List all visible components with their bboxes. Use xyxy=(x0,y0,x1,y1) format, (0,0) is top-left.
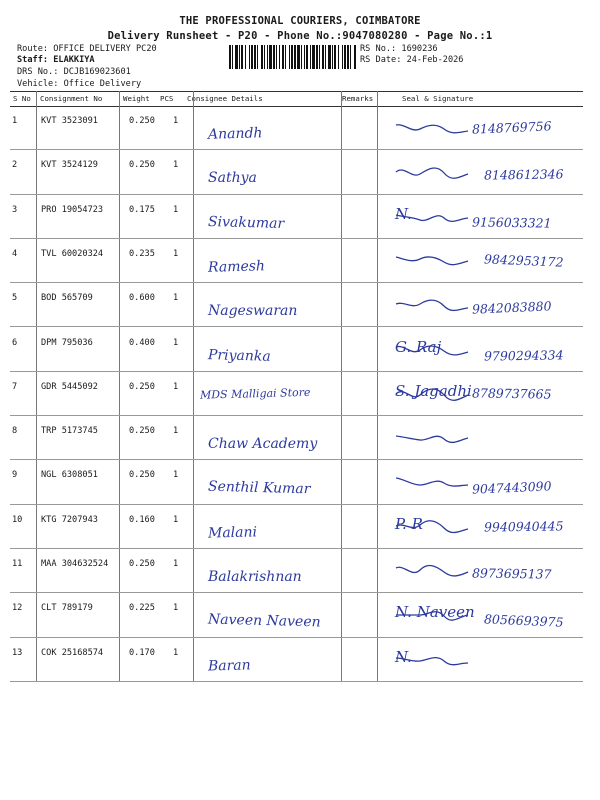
weight-value: 0.170 xyxy=(129,647,155,658)
weight-value: 0.250 xyxy=(129,470,155,481)
consignee-name: Sivakumar xyxy=(207,213,285,232)
barcode-bar xyxy=(291,45,293,69)
serial-number: 2 xyxy=(12,160,18,171)
serial-number: 10 xyxy=(12,514,23,525)
pcs-value: 1 xyxy=(173,248,179,259)
barcode-bar xyxy=(325,45,326,69)
barcode-bar xyxy=(279,45,280,69)
pcs-value: 1 xyxy=(173,337,179,348)
serial-number: 9 xyxy=(12,470,18,481)
signature-text: N. xyxy=(395,647,412,666)
consignee-name: MDS Malligai Store xyxy=(199,385,311,402)
barcode-bar xyxy=(319,45,320,69)
barcode xyxy=(229,45,357,69)
consignment-number: DPM 795036 xyxy=(41,337,93,348)
barcode-bar xyxy=(229,45,231,69)
col-remarks: Remarks xyxy=(342,94,374,103)
col-consignee: Consignee Details xyxy=(187,94,263,103)
table-row xyxy=(10,593,583,637)
weight-value: 0.250 xyxy=(129,160,155,171)
pcs-value: 1 xyxy=(173,160,179,171)
barcode-bar xyxy=(264,45,265,69)
table-row xyxy=(10,416,583,460)
barcode-bar xyxy=(354,45,356,69)
signature-stroke xyxy=(396,125,468,133)
table-row xyxy=(10,549,583,593)
table-header xyxy=(10,91,583,107)
table-row xyxy=(10,239,583,283)
signature-stroke xyxy=(396,300,468,310)
barcode-bar xyxy=(261,45,263,69)
pcs-value: 1 xyxy=(173,559,179,569)
signature-stroke xyxy=(396,168,468,178)
col-consignment: Consignment No xyxy=(40,94,103,103)
signature-stroke xyxy=(396,478,468,486)
barcode-bar xyxy=(273,45,275,69)
weight-value: 0.175 xyxy=(129,204,155,215)
consignee-name: Baran xyxy=(207,657,251,675)
serial-number: 11 xyxy=(12,559,23,569)
col-weight: Weight xyxy=(123,94,150,103)
serial-number: 4 xyxy=(12,248,18,259)
receiver-phone: 9156033321 xyxy=(471,214,552,231)
consignee-name: Senthil Kumar xyxy=(207,479,311,498)
barcode-bar xyxy=(289,45,290,69)
consignment-number: TRP 5173745 xyxy=(41,426,98,437)
weight-value: 0.400 xyxy=(129,337,155,348)
signature-stroke xyxy=(396,566,468,576)
barcode-bar xyxy=(294,45,296,69)
table-row xyxy=(10,150,583,194)
consignee-name: Balakrishnan xyxy=(208,569,302,585)
barcode-bar xyxy=(301,45,302,69)
receiver-phone: 9842083880 xyxy=(471,298,552,317)
barcode-bar xyxy=(282,45,284,69)
drs-number: DRS No.: DCJB169023601 xyxy=(17,67,131,77)
barcode-bar xyxy=(251,45,253,69)
consignee-name: Priyanka xyxy=(207,346,271,365)
pcs-value: 1 xyxy=(173,293,179,304)
barcode-bar xyxy=(249,45,250,69)
barcode-bar xyxy=(257,45,258,69)
barcode-bar xyxy=(322,45,324,69)
barcode-bar xyxy=(312,45,315,69)
weight-value: 0.250 xyxy=(129,116,155,126)
consignment-number: COK 25168574 xyxy=(41,647,104,658)
serial-number: 8 xyxy=(12,426,18,437)
consignment-number: KVT 3523091 xyxy=(41,116,98,126)
receiver-phone: 8973695137 xyxy=(471,565,552,582)
table-row xyxy=(10,505,583,549)
barcode-bar xyxy=(344,45,346,69)
pcs-value: 1 xyxy=(173,116,179,126)
receiver-phone: 8789737665 xyxy=(471,385,552,402)
table-row xyxy=(10,106,583,150)
barcode-bar xyxy=(342,45,343,69)
barcode-bar xyxy=(316,45,318,69)
barcode-bar xyxy=(350,45,351,69)
barcode-bar xyxy=(235,45,238,69)
barcode-bar xyxy=(304,45,305,69)
table-row xyxy=(10,460,583,504)
barcode-bar xyxy=(310,45,311,69)
signature-text: G. Raj xyxy=(395,337,442,356)
table-row xyxy=(10,638,583,682)
rs-date: RS Date: 24-Feb-2026 xyxy=(360,55,464,65)
consignee-name: Naveen Naveen xyxy=(207,611,321,631)
receiver-phone: 9940940445 xyxy=(483,518,564,535)
serial-number: 13 xyxy=(12,647,23,658)
serial-number: 1 xyxy=(12,116,18,126)
pcs-value: 1 xyxy=(173,426,179,437)
table-row xyxy=(10,328,583,372)
consignment-number: KVT 3524129 xyxy=(41,160,98,171)
consignee-name: Ramesh xyxy=(207,258,266,276)
weight-value: 0.250 xyxy=(129,381,155,392)
weight-value: 0.250 xyxy=(129,559,155,569)
consignment-number: CLT 789179 xyxy=(41,603,93,614)
signature-mark xyxy=(392,462,472,500)
signature-mark xyxy=(392,418,472,456)
signature-text: N. Naveen xyxy=(395,603,475,622)
weight-value: 0.600 xyxy=(129,293,155,304)
weight-value: 0.225 xyxy=(129,603,155,614)
staff-label: Staff: ELAKKIYA xyxy=(17,55,95,65)
pcs-value: 1 xyxy=(173,603,179,614)
consignment-number: BOD 565709 xyxy=(41,293,93,304)
pcs-value: 1 xyxy=(173,204,179,215)
signature-stroke xyxy=(396,436,468,442)
signature-stroke xyxy=(396,257,468,265)
table-row xyxy=(10,372,583,416)
consignment-number: PRO 19054723 xyxy=(41,204,104,215)
pcs-value: 1 xyxy=(173,381,179,392)
barcode-bar xyxy=(332,45,333,69)
weight-value: 0.160 xyxy=(129,514,155,525)
signature-mark xyxy=(392,241,472,279)
barcode-bar xyxy=(285,45,286,69)
consignment-number: KTG 7207943 xyxy=(41,514,98,525)
barcode-bar xyxy=(241,45,243,69)
barcode-bar xyxy=(297,45,300,69)
signature-mark xyxy=(392,285,472,323)
consignee-name: Nageswaran xyxy=(208,303,298,320)
consignee-name: Anandh xyxy=(207,125,263,143)
serial-number: 6 xyxy=(12,337,18,348)
barcode-bar xyxy=(269,45,272,69)
consignee-name: Malani xyxy=(207,524,258,542)
receiver-phone: 8056693975 xyxy=(483,611,564,630)
route-label: Route: OFFICE DELIVERY PC20 xyxy=(17,44,157,54)
col-sno: S No xyxy=(13,94,31,103)
barcode-bar xyxy=(306,45,308,69)
signature-mark xyxy=(392,152,472,190)
barcode-bar xyxy=(239,45,240,69)
signature-mark xyxy=(392,108,472,146)
barcode-bar xyxy=(276,45,277,69)
consignee-name: Chaw Academy xyxy=(208,436,318,453)
table-row xyxy=(10,283,583,327)
receiver-phone: 9790294334 xyxy=(483,346,564,364)
serial-number: 5 xyxy=(12,293,18,304)
receiver-phone: 8148612346 xyxy=(483,166,564,183)
barcode-bar xyxy=(334,45,336,69)
company-title: THE PROFESSIONAL COURIERS, COIMBATORE xyxy=(179,15,421,27)
signature-mark xyxy=(392,551,472,589)
serial-number: 7 xyxy=(12,381,18,392)
runsheet-subtitle: Delivery Runsheet - P20 - Phone No.:9047080280 - Page No.:1 xyxy=(107,30,493,42)
consignment-number: TVL 60020324 xyxy=(41,248,104,259)
signature-text: P. R xyxy=(395,514,423,533)
table-row xyxy=(10,195,583,239)
pcs-value: 1 xyxy=(173,514,179,525)
signature-text: N. xyxy=(395,204,412,223)
serial-number: 3 xyxy=(12,204,18,215)
receiver-phone: 9842953172 xyxy=(483,251,564,270)
barcode-bar xyxy=(245,45,246,69)
weight-value: 0.235 xyxy=(129,248,155,259)
col-pcs: PCS xyxy=(160,94,174,103)
consignment-number: GDR 5445092 xyxy=(41,381,98,392)
pcs-value: 1 xyxy=(173,647,179,658)
barcode-bar xyxy=(254,45,256,69)
serial-number: 12 xyxy=(12,603,23,614)
barcode-bar xyxy=(267,45,268,69)
barcode-bar xyxy=(338,45,339,69)
receiver-phone: 8148769756 xyxy=(471,118,552,137)
consignment-number: MAA 304632524 xyxy=(41,559,109,569)
vehicle-label: Vehicle: Office Delivery xyxy=(17,79,142,89)
rs-number: RS No.: 1690236 xyxy=(360,44,438,54)
barcode-bar xyxy=(347,45,349,69)
consignment-number: NGL 6308051 xyxy=(41,470,98,481)
signature-text: S. Jagadhi xyxy=(395,381,472,400)
barcode-bar xyxy=(328,45,331,69)
barcode-bar xyxy=(232,45,233,69)
weight-value: 0.250 xyxy=(129,426,155,437)
receiver-phone: 9047443090 xyxy=(471,478,552,498)
pcs-value: 1 xyxy=(173,470,179,481)
consignee-name: Sathya xyxy=(208,170,257,187)
col-seal-signature: Seal & Signature xyxy=(402,94,474,103)
